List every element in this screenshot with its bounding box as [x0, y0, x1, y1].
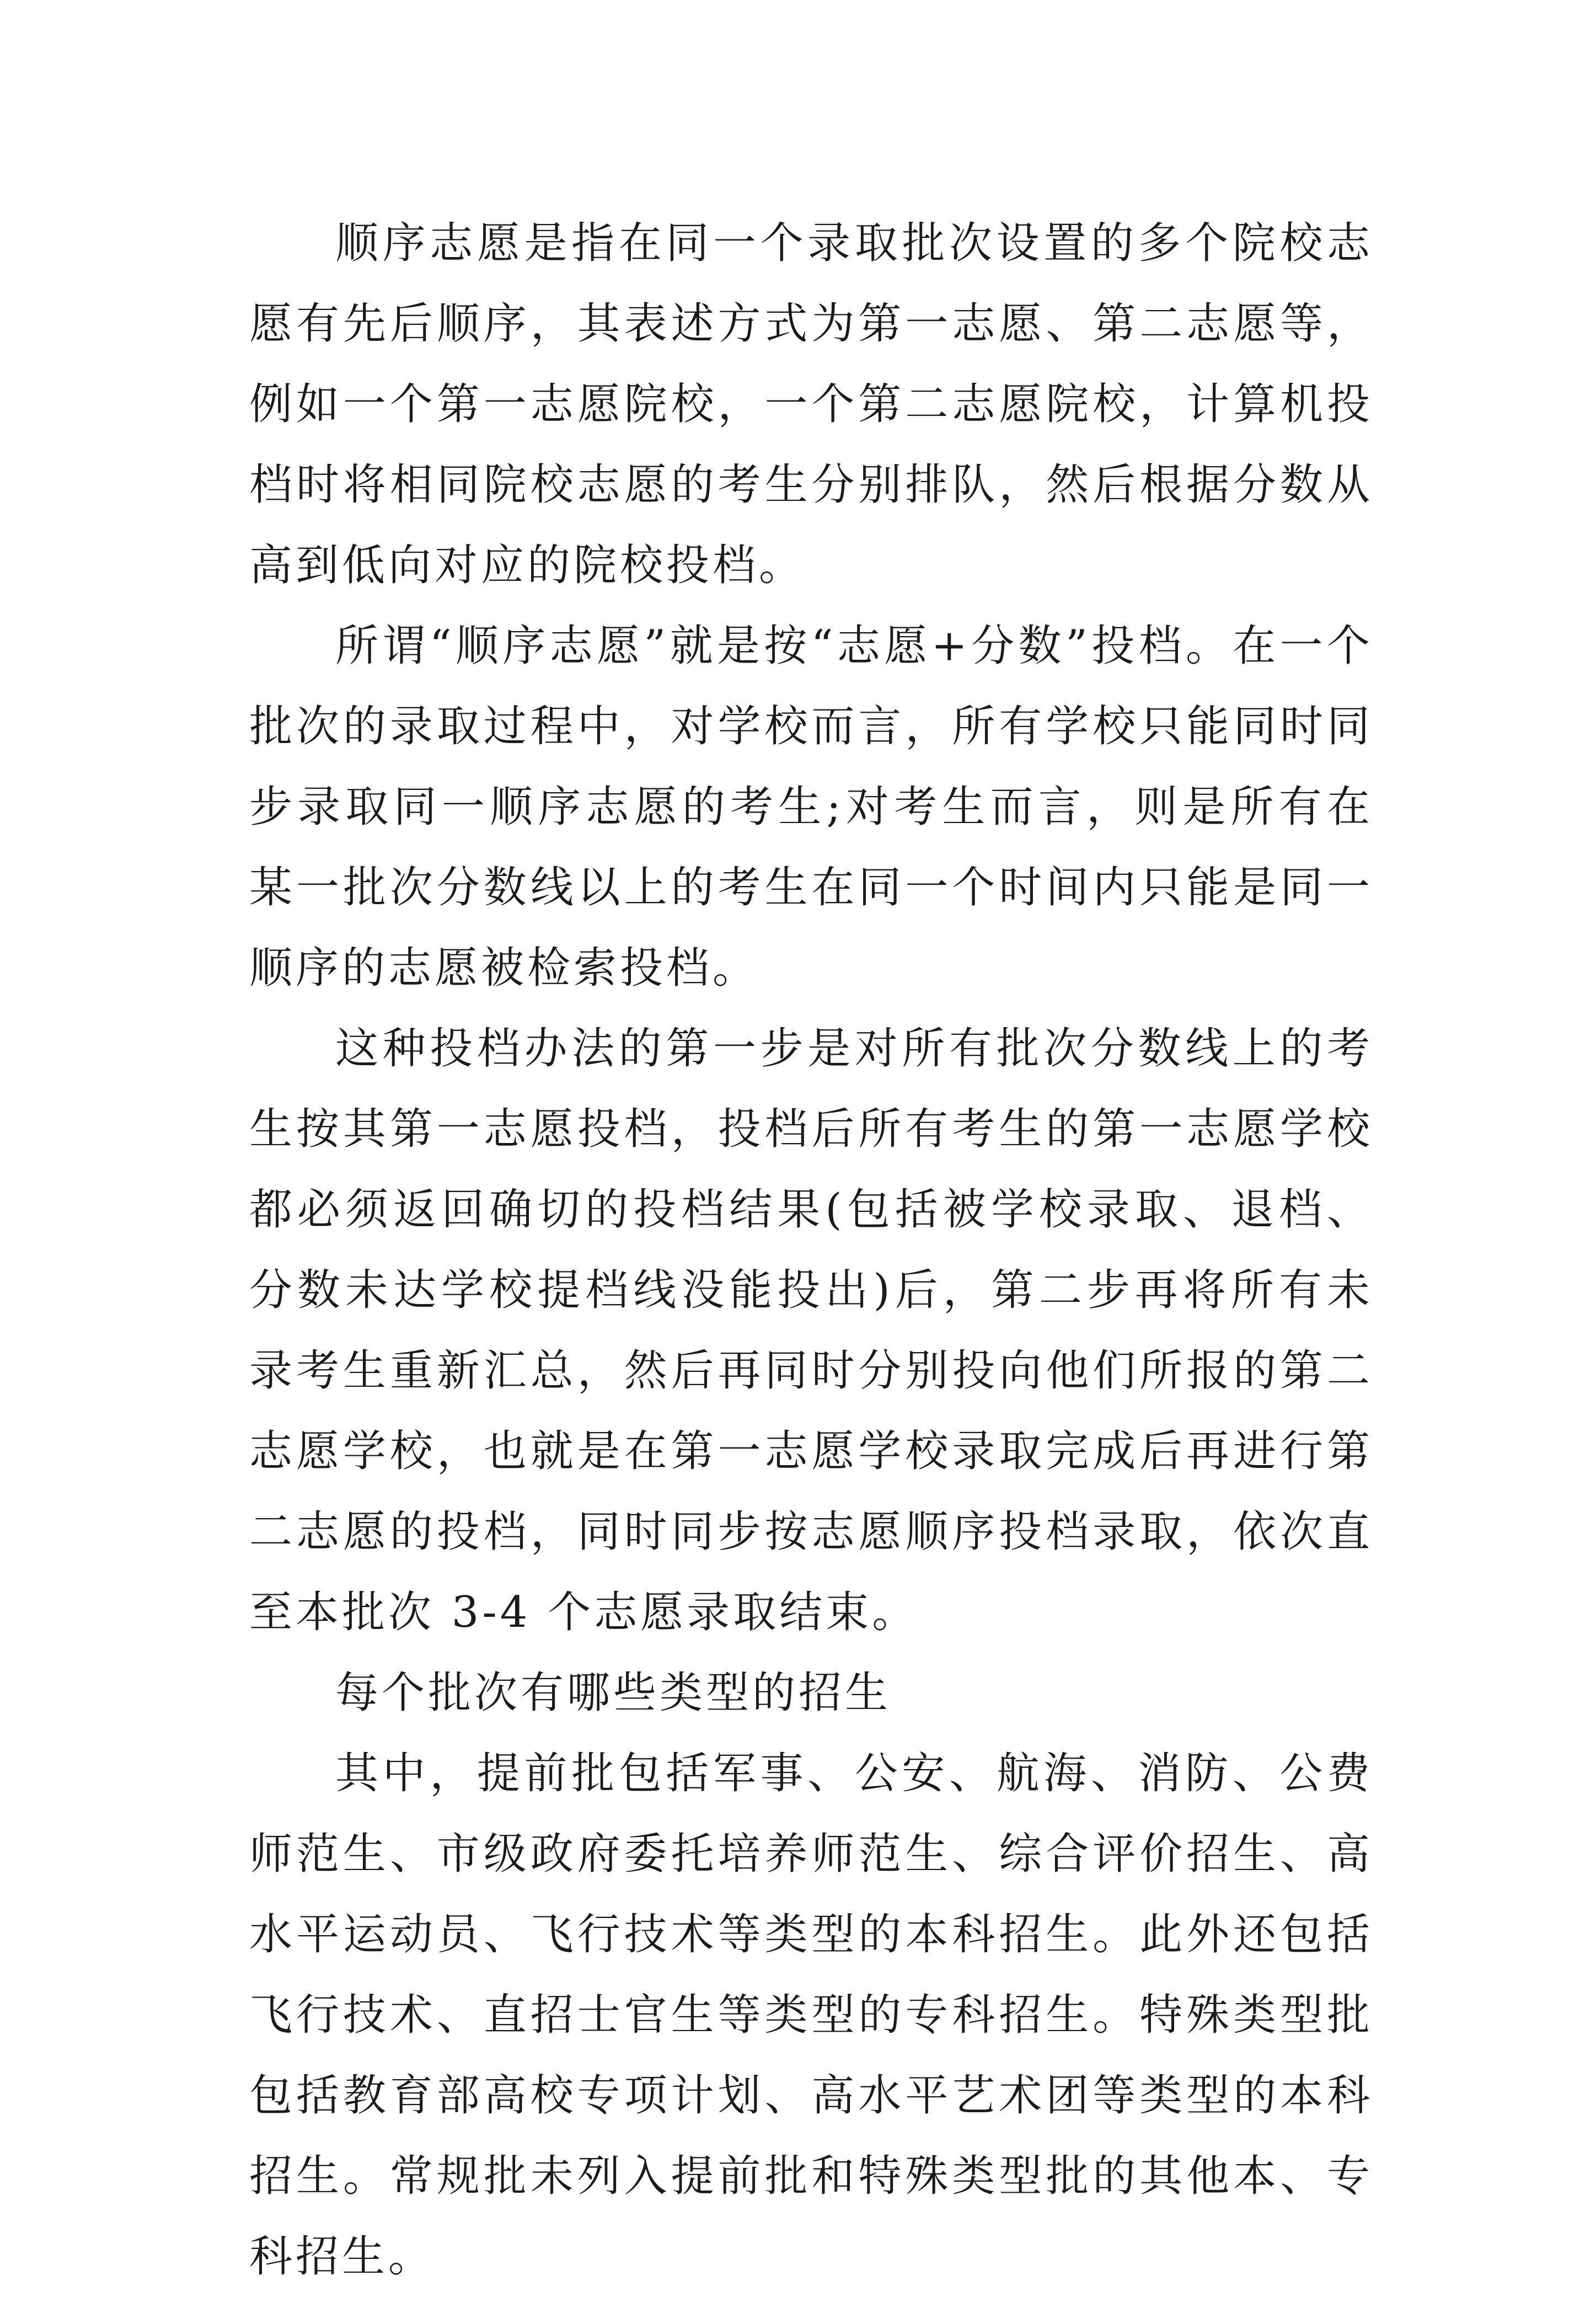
paragraph-preference-plus-score: 所谓“顺序志愿”就是按“志愿+分数”投档。在一个批次的录取过程中，对学校而言，所有学校只能同时同步录取同一顺序志愿的考生;对考生而言，则是所有在某一批次分数线以上的考生在同一个时间内只能是同一顺序的志愿被检索投档。 — [249, 621, 1373, 993]
paragraph-sequential-preference: 顺序志愿是指在同一个录取批次设置的多个院校志愿有先后顺序，其表述方式为第一志愿、第二志愿等，例如一个第一志愿院校，一个第二志愿院校，计算机投档时将相同院校志愿的考生分别排队，然后根据分数从高到低向对应的院校投档。 — [249, 218, 1373, 590]
section-heading-batch-types: 每个批次有哪些类型的招生 — [335, 1668, 892, 1718]
paragraph-admission-steps: 这种投档办法的第一步是对所有批次分数线上的考生按其第一志愿投档，投档后所有考生的第一志愿学校都必须返回确切的投档结果(包括被学校录取、退档、分数未达学校提档线没能投出)后，第二步再将所有未录考生重新汇总，然后再同时分别投向他们所报的第二志愿学校，也就是在第一志愿学校录取完成后再进行第二志愿的投档，同时同步按志愿顺序投档录取，依次直至本批次 3-4 个志愿录取结束。 — [249, 1024, 1373, 1637]
paragraph-batch-types: 其中，提前批包括军事、公安、航海、消防、公费师范生、市级政府委托培养师范生、综合评价招生、高水平运动员、飞行技术等类型的本科招生。此外还包括飞行技术、直招士官生等类型的专科招生。特殊类型批包括教育部高校专项计划、高水平艺术团等类型的本科招生。常规批未列入提前批和特殊类型批的其他本、专科招生。 — [249, 1749, 1373, 2282]
document-body — [249, 203, 1373, 2297]
